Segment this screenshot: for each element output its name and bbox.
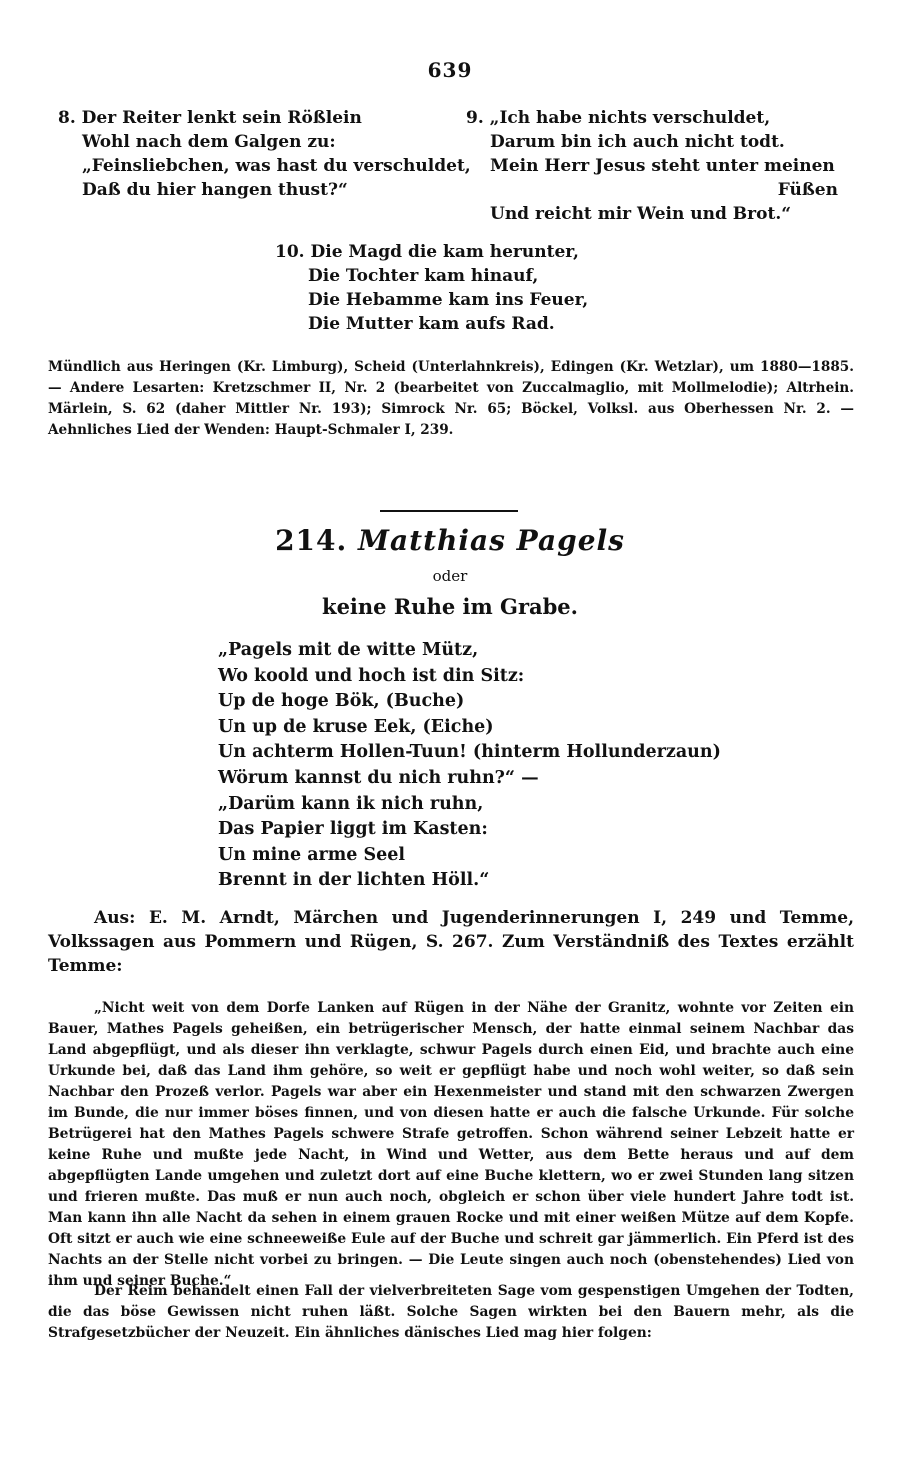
commentary-paragraph: Der Reim behandelt einen Fall der vielverbreiteten Sage vom gespenstigen Umgehen der Todten, die das böse Gewissen nicht ruhen läßt. Solche Sagen wirkten bei den Bauern mehr, als die Strafgesetzbücher der Neuzeit. Ein ähnliches dänisches Lied mag hier folgen: xyxy=(48,1283,854,1341)
verse-text: „Ich habe nichts verschuldet, xyxy=(489,108,771,128)
poem-line: „Darüm kann ik nich ruhn, xyxy=(218,793,484,814)
verse-line xyxy=(58,106,471,130)
stanza-number: 8. xyxy=(58,108,76,128)
verse-line: Mein Herr Jesus steht unter meinen xyxy=(490,156,835,176)
verse-line: Darum bin ich auch nicht todt. xyxy=(490,132,785,152)
section-divider xyxy=(380,510,518,512)
verse-line: Und reicht mir Wein und Brot.“ xyxy=(490,204,792,224)
poem-line: Up de hoge Bök, (Buche) xyxy=(218,691,465,712)
verse-line: Die Tochter kam hinauf, xyxy=(308,266,539,286)
verse-line xyxy=(466,106,838,130)
verse-text: Der Reiter lenkt sein Rößlein xyxy=(81,108,362,128)
stanza-10 xyxy=(275,240,588,336)
poem-line: Un up de kruse Eek, (Eiche) xyxy=(218,716,494,737)
stanza-8 xyxy=(58,106,471,202)
stanza-number: 10. xyxy=(275,242,305,262)
verse-line: „Feinsliebchen, was hast du verschuldet, xyxy=(82,156,471,176)
poem-line: Un achterm Hollen-Tuun! (hinterm Hollunderzaun) xyxy=(218,742,721,763)
page-number: 639 xyxy=(427,58,473,82)
poem-line: „Pagels mit de witte Mütz, xyxy=(218,640,479,660)
song-number: 214. xyxy=(275,524,348,557)
poem-line: Wörum kannst du nich ruhn?“ — xyxy=(218,767,539,788)
poem-line: Wo koold und hoch ist din Sitz: xyxy=(218,665,525,686)
poem xyxy=(218,638,721,894)
verse-line: Wohl nach dem Galgen zu: xyxy=(82,132,336,152)
source-paragraph: Aus: E. M. Arndt, Märchen und Jugenderinnerungen I, 249 und Temme, Volkssagen aus Pommern und Rügen, S. 267. Zum Verständniß des Textes erzählt Temme: xyxy=(48,908,854,976)
verse-line: Daß du hier hangen thust?“ xyxy=(82,180,348,200)
poem-line: Un mine arme Seel xyxy=(218,844,406,865)
stanza-number: 9. xyxy=(466,108,484,128)
source-note: Mündlich aus Heringen (Kr. Limburg), Scheid (Unterlahnkreis), Edingen (Kr. Wetzlar), um 1880—1885. — Andere Lesarten: Kretzschmer II, Nr. 2 (bearbeitet von Zuccalmaglio, mit Mollmelodie); Altrhein. Märlein, S. 62 (daher Mittler Nr. 193); Simrock Nr. 65; Böckel, Volksl. aus Oberhessen Nr. 2. — Aehnliches Lied der Wenden: Haupt-Schmaler I, 239. xyxy=(48,359,854,438)
stanza-9 xyxy=(466,106,838,226)
song-heading xyxy=(0,524,900,557)
title-connector: oder xyxy=(432,567,468,585)
quoted-legend: „Nicht weit von dem Dorfe Lanken auf Rügen in der Nähe der Granitz, wohnte vor Zeiten ein Bauer, Mathes Pagels geheißen, ein betrügerischer Mensch, der hatte einmal seinem Nachbar das Land abgepflügt, und als dieser ihn verklagte, schwur Pagels durch einen Eid, und brachte auch eine Urkunde bei, daß das Land ihm gehöre, so weit er gepflügt habe und noch wohl weiter, so daß sein Nachbar den Prozeß verlor. Pagels war aber ein Hexenmeister und stand mit den schwarzen Zwergen im Bunde, die nur immer böses finnen, und von diesen hatte er auch die falsche Urkunde. Für solche Betrügerei hat den Mathes Pagels schwere Strafe getroffen. Schon während seiner Lebzeit hatte er keine Ruhe und mußte jede Nacht, in Wind und Wetter, aus dem Bette heraus und auf dem abgepflügten Lande umgehen und zuletzt dort auf eine Buche klettern, wo er zwei Stunden lang sitzen und frieren mußte. Das muß er nun auch noch, obgleich er schon über viele hundert Jahre todt ist. Man kann ihn alle Nacht da sehen in einem grauen Rocke und mit einer weißen Mütze auf dem Kopfe. Oft sitzt er auch wie eine schneeweiße Eule auf der Buche und schreit gar jämmerlich. Ein Pferd ist des Nachts an der Stelle nicht vorbei zu bringen. — Die Leute singen auch noch (obenstehendes) Lied von ihm und seiner Buche.“ xyxy=(48,1000,854,1289)
song-subtitle: keine Ruhe im Grabe. xyxy=(322,594,578,619)
verse-text: Die Magd die kam herunter, xyxy=(310,242,579,262)
poem-line: Brennt in der lichten Höll.“ xyxy=(218,870,490,891)
verse-line: Die Mutter kam aufs Rad. xyxy=(308,314,555,334)
verse-line: Die Hebamme kam ins Feuer, xyxy=(308,290,589,310)
verse-line: Füßen xyxy=(777,180,838,200)
verse-line xyxy=(275,240,588,264)
song-title: Matthias Pagels xyxy=(358,524,625,557)
poem-line: Das Papier liggt im Kasten: xyxy=(218,819,488,840)
